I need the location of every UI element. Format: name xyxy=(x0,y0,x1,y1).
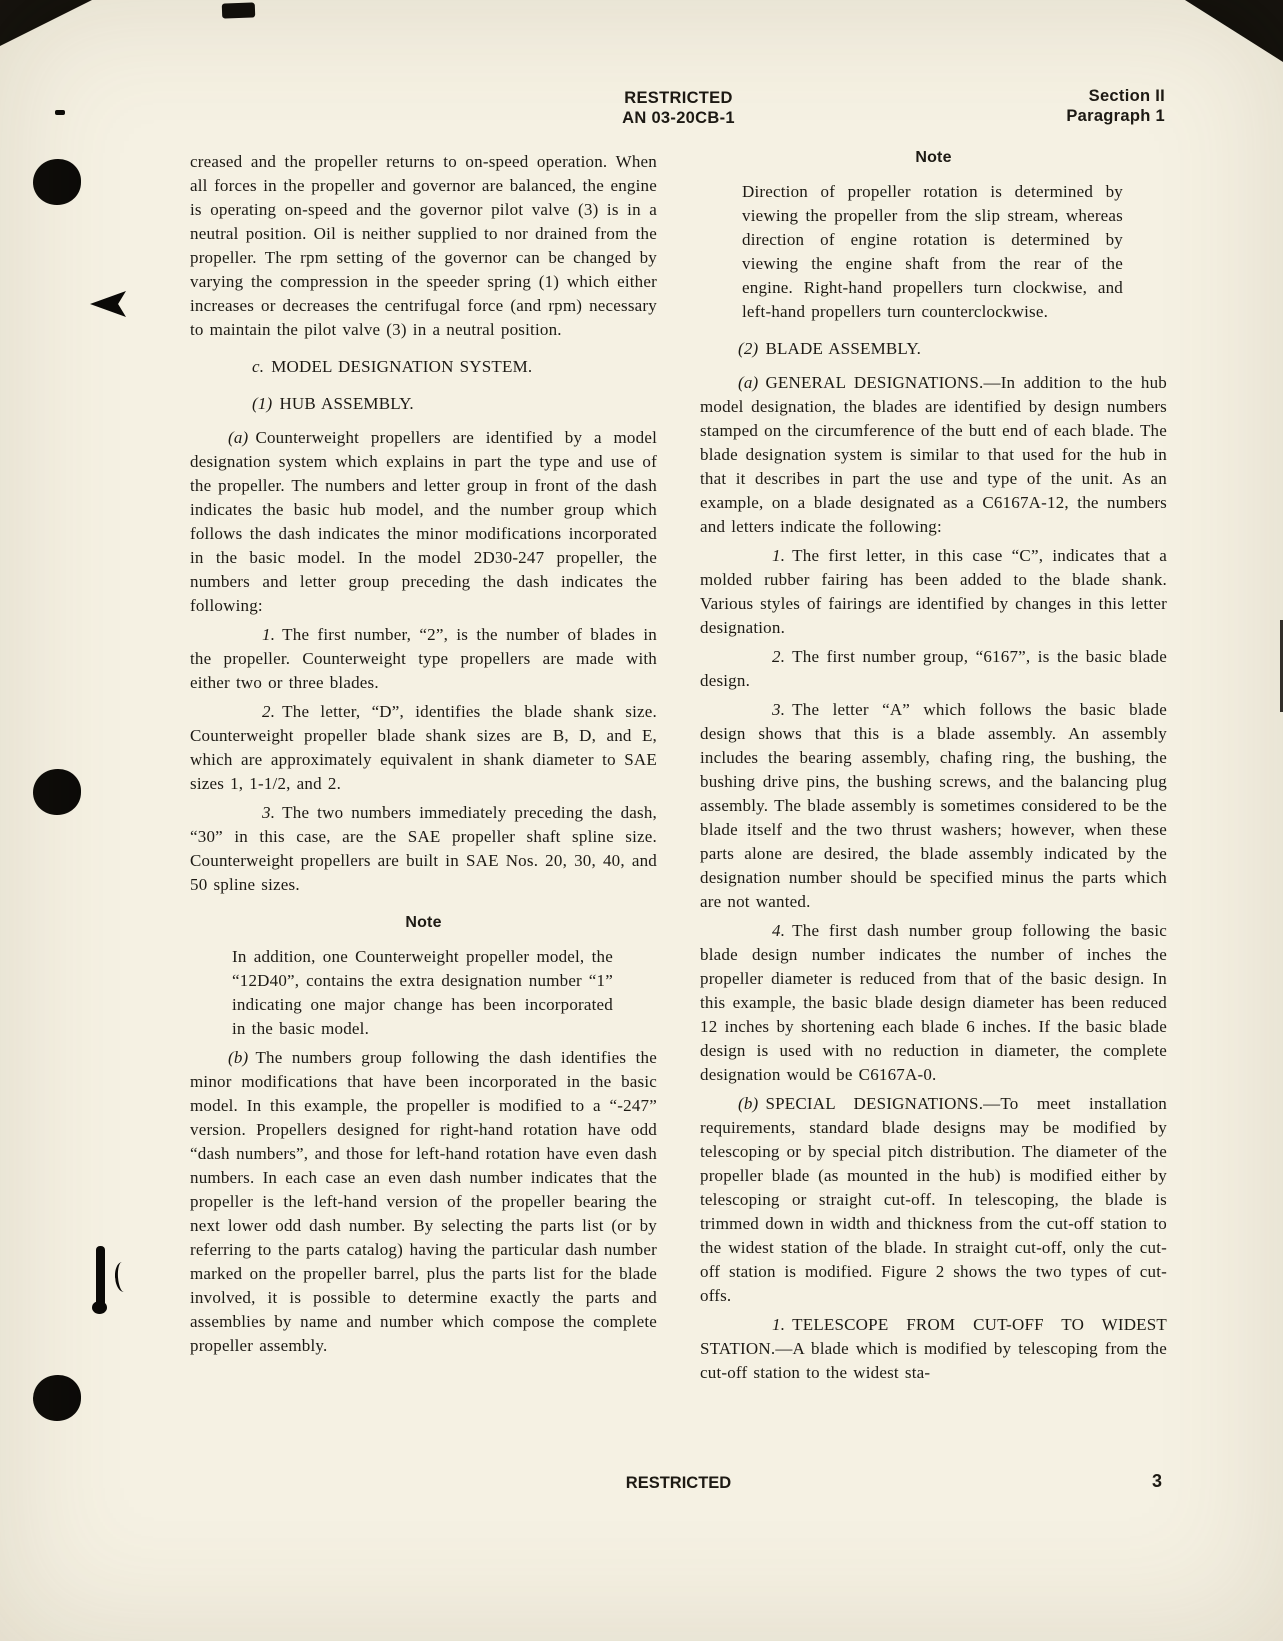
left-column xyxy=(190,150,657,1363)
body-paragraph xyxy=(190,426,657,618)
paragraph-text: GENERAL DESIGNATIONS.—In addition to the hub model designation, the blades are identified by design numbers stamped on the circumference of the butt end of each blade. The blade designation system is similar to that used for the hub in that it describes in part the use and type of the unit. As an example, on a blade designated as a C6167A-12, the numbers and letters indicate the following: xyxy=(700,373,1167,536)
hole-punch-mark-icon xyxy=(33,159,81,205)
numbered-item xyxy=(190,623,657,695)
footer-page-number: 3 xyxy=(1151,1471,1162,1491)
hole-punch-mark-icon xyxy=(33,1375,81,1421)
item-text: TELESCOPE FROM CUT-OFF TO WIDEST STATION.—A blade which is modified by telescoping from the cut-off station to the widest sta- xyxy=(700,1315,1167,1382)
scan-corner-mark-top-right-icon xyxy=(1185,0,1283,62)
item-number: 4. xyxy=(772,921,786,940)
item-number: 2. xyxy=(772,647,786,666)
item-number: 3. xyxy=(772,700,786,719)
footer-classification: RESTRICTED xyxy=(625,1474,732,1492)
scan-corner-mark-top-left-icon xyxy=(0,0,92,46)
heading-label: (1) xyxy=(252,394,273,413)
item-text: The first letter, in this case “C”, indicates that a molded rubber fairing has been added to the blade shank. Various styles of fairings are identified by changes in this letter designation. xyxy=(700,546,1167,637)
numbered-item xyxy=(700,544,1167,640)
subsection-heading xyxy=(190,392,657,416)
heading-text: BLADE ASSEMBLY. xyxy=(765,339,922,358)
item-text: The letter, “D”, identifies the blade shank size. Counterweight propeller blade shank sizes are B, D, and E, which are approximately equivalent in shank diameter to SAE sizes 1, 1-1/2, and 2. xyxy=(190,702,657,793)
scan-tick-mark-icon xyxy=(55,110,65,115)
note-heading: Note xyxy=(915,149,952,166)
numbered-item xyxy=(700,698,1167,914)
body-paragraph: creased and the propeller returns to on-speed operation. When all forces in the propeller and governor are balanced, the engine is operating on-speed and the governor pilot valve (3) is in a neutral position. Oil is neither supplied to nor drained from the propeller. The rpm setting of the governor can be changed by varying the compression in the speeder spring (1) which either increases or decreases the centrifugal force (and rpm) necessary to maintain the pilot valve (3) in a neutral position. xyxy=(190,152,657,339)
body-paragraph xyxy=(700,371,1167,539)
item-number: 1. xyxy=(772,1315,786,1334)
scan-ink-mark-top-icon xyxy=(222,2,256,18)
ink-flag-mark-icon xyxy=(90,291,126,317)
ink-bar-mark-icon xyxy=(96,1246,105,1308)
numbered-item xyxy=(190,801,657,897)
item-text: The first number, “2”, is the number of blades in the propeller. Counterweight type propellers are made with either two or three blades. xyxy=(190,625,657,692)
paragraph-label: (a) xyxy=(228,428,249,447)
right-column xyxy=(700,146,1167,1390)
body-paragraph xyxy=(190,1046,657,1358)
item-text: The two numbers immediately preceding the dash, “30” in this case, are the SAE propeller shaft spline size. Counterweight propellers are built in SAE Nos. 20, 30, 40, and 50 spline sizes. xyxy=(190,803,657,894)
numbered-item xyxy=(700,645,1167,693)
paragraph-label: (a) xyxy=(738,373,759,392)
numbered-item xyxy=(190,700,657,796)
header-section-block xyxy=(1066,86,1165,126)
item-text: The first dash number group following the basic blade design number indicates the number of inches the propeller diameter is reduced from that of the basic design. In this example, the basic blade design diameter has been reduced 12 inches by shortening each blade 6 inches. If the basic blade design is used with no reduction in diameter, the complete designation would be C6167A-0. xyxy=(700,921,1167,1084)
item-text: The first number group, “6167”, is the basic blade design. xyxy=(700,647,1167,690)
item-number: 1. xyxy=(262,625,276,644)
heading-text: HUB ASSEMBLY. xyxy=(279,394,414,413)
paragraph-label: (b) xyxy=(738,1094,759,1113)
note-text: In addition, one Counterweight propeller model, the “12D40”, contains the extra designation number “1” indicating one major change has been incorporated in the basic model. xyxy=(232,947,613,1038)
subsection-heading xyxy=(190,355,657,379)
heading-text: MODEL DESIGNATION SYSTEM. xyxy=(271,357,533,376)
header-classification: RESTRICTED xyxy=(624,89,733,107)
heading-label: (2) xyxy=(738,339,759,358)
body-paragraph xyxy=(700,1092,1167,1308)
header-section: Section II xyxy=(1088,87,1165,105)
header-doc-number: AN 03-20CB-1 xyxy=(622,109,735,127)
subsection-heading xyxy=(700,337,1167,361)
paragraph-text: SPECIAL DESIGNATIONS.—To meet installation requirements, standard blade designs may be modified by telescoping or by special pitch distribution. The diameter of the propeller blade (as mounted in the hub) is modified either by telescoping or straight cut-off. In telescoping, the blade is trimmed down in width and thickness from the cut-off station to the widest station of the blade. In straight cut-off, only the cut-off station is modified. Figure 2 shows the two types of cut-offs. xyxy=(700,1094,1167,1305)
ink-blob-mark-icon xyxy=(92,1301,107,1314)
ink-paren-mark-icon xyxy=(114,1261,132,1292)
header-paragraph: Paragraph 1 xyxy=(1066,107,1165,125)
numbered-item xyxy=(700,1313,1167,1385)
note-text: Direction of propeller rotation is determined by viewing the propeller from the slip stream, whereas direction of engine rotation is determined by viewing the engine shaft from the rear of the engine. Right-hand propellers turn clockwise, and left-hand propellers turn counterclockwise. xyxy=(742,182,1123,321)
paragraph-text: The numbers group following the dash identifies the minor modifications that have been incorporated in the basic model. In this example, the propeller is modified to a “-247” version. Propellers designed for right-hand rotation have odd “dash numbers”, and those for left-hand rotation have even dash numbers. In each case an even dash number indicates that the propeller is the left-hand version of the propeller bearing the next lower odd dash number. By selecting the parts list (or by referring to the parts catalog) having the particular dash number marked on the propeller barrel, plus the parts list for the blade involved, it is possible to determine exactly the parts and assemblies by name and number which compose the complete propeller assembly. xyxy=(190,1048,657,1355)
heading-label: c. xyxy=(252,357,265,376)
numbered-item xyxy=(700,919,1167,1087)
item-number: 1. xyxy=(772,546,786,565)
item-number: 3. xyxy=(262,803,276,822)
item-number: 2. xyxy=(262,702,276,721)
header-classification-block xyxy=(190,88,1167,128)
item-text: The letter “A” which follows the basic blade design shows that this is a blade assembly. An assembly includes the bearing assembly, chafing ring, the bushing, the bushing drive pins, the bushing screws, and the balancing plug assembly. The blade assembly is sometimes considered to be the blade itself and the two thrust washers; however, when these parts alone are desired, the blade assembly indicated by the designation number should be specified minus the parts which are not wanted. xyxy=(700,700,1167,911)
paragraph-label: (b) xyxy=(228,1048,249,1067)
hole-punch-mark-icon xyxy=(33,769,81,815)
note-heading: Note xyxy=(405,914,442,931)
paragraph-text: Counterweight propellers are identified by a model designation system which explains in part the type and use of the propeller. The numbers and letter group in front of the dash indicates the basic hub model, and the number group which follows the dash indicates the minor modifications incorporated in the basic model. In the model 2D30-247 propeller, the numbers and letter group preceding the dash indicates the following: xyxy=(190,428,657,615)
